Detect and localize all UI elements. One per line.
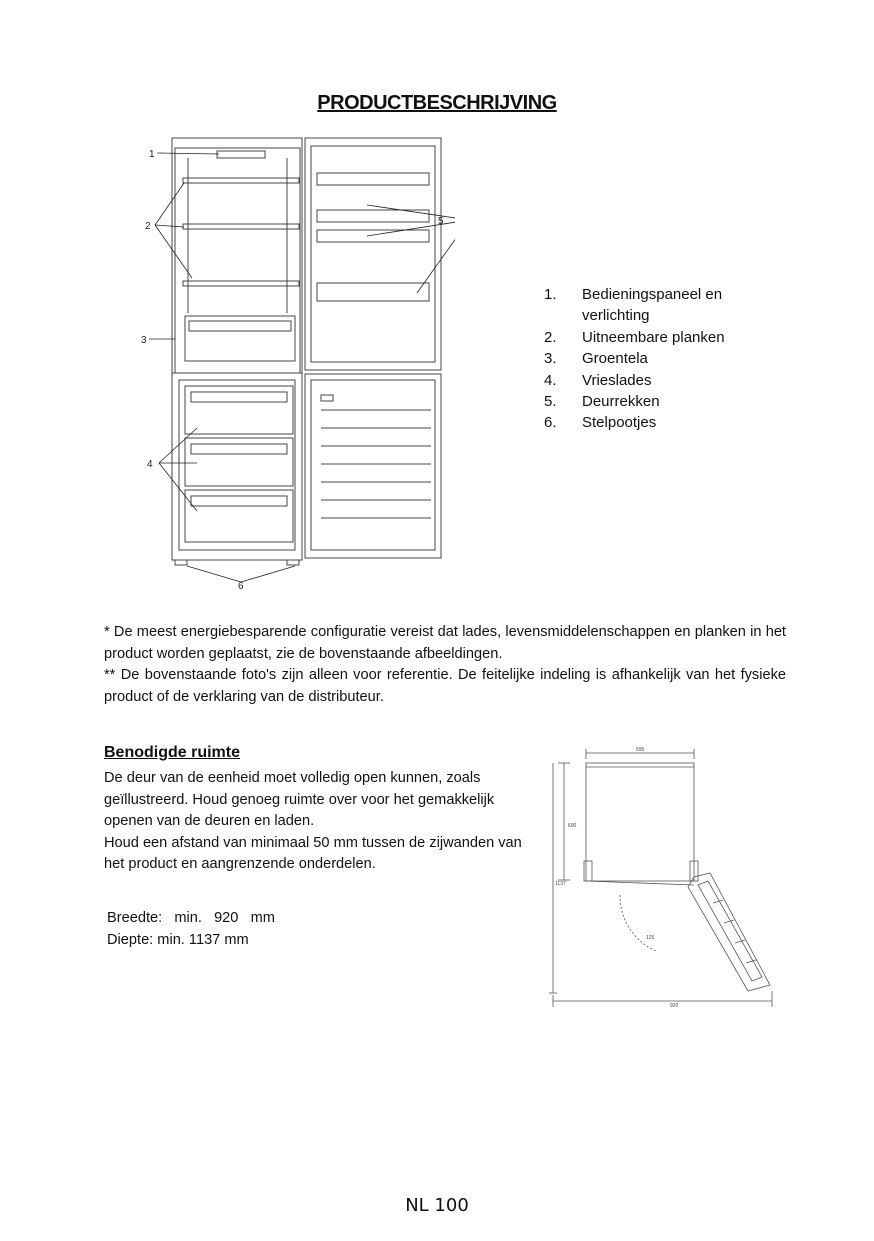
freezer-drawer — [185, 490, 293, 542]
list-item: 6. Stelpootjes — [544, 414, 657, 432]
space-paragraph: De deur van de eenheid moet volledig open kunnen, zoals geïllustreerd. Houd genoeg ruimte over voor het gemakkelijk openen van de deuren en laden. — [104, 770, 495, 829]
callout-6: 6 — [238, 581, 244, 592]
callout-3: 3 — [141, 335, 147, 346]
control-panel — [217, 151, 265, 158]
foot — [175, 560, 187, 565]
notes — [104, 622, 786, 708]
page-number: NL 100 — [405, 1195, 469, 1216]
door-rack — [317, 230, 429, 242]
dimensions — [107, 908, 275, 951]
fridge-diagram — [135, 128, 455, 596]
list-item: 5. Deurrekken — [544, 393, 660, 411]
list-item: 2. Uitneembare planken — [544, 328, 725, 346]
freezer-door — [305, 374, 441, 558]
shelf — [183, 178, 299, 183]
foot — [287, 560, 299, 565]
freezer-drawer — [185, 438, 293, 486]
door-rack — [317, 283, 429, 301]
callout-2: 2 — [145, 221, 151, 232]
list-item: 4. Vrieslades — [544, 371, 652, 389]
shelf — [183, 224, 299, 229]
callout-4: 4 — [147, 459, 153, 470]
list-item: 3. Groentela — [544, 350, 648, 368]
space-heading: Benodigde ruimte — [104, 744, 241, 761]
cabinet-top-view — [586, 763, 694, 881]
list-item: 1. Bedieningspaneel en verlichting — [544, 286, 723, 325]
plan-top-dim: 595 — [636, 747, 645, 753]
shelf — [183, 281, 299, 286]
callout-5: 5 — [438, 216, 444, 227]
plan-bottom-dim: 920 — [670, 1003, 679, 1009]
parts-list — [544, 284, 742, 434]
crisper-drawer — [185, 316, 295, 361]
plan-side-dim: 600 — [568, 823, 577, 829]
depth-line: Diepte: min. 1137 mm — [107, 931, 249, 948]
page-title: PRODUCTBESCHRIJVING — [317, 92, 557, 114]
door-rack — [317, 173, 429, 185]
space-paragraph: Houd een afstand van minimaal 50 mm tussen de zijwanden van het product en aangrenzende onderdelen. — [104, 834, 522, 872]
door-clearance-plan — [548, 745, 778, 1015]
freezer-drawer — [185, 386, 293, 434]
note-reference: ** De bovenstaande foto's zijn alleen voor referentie. De feitelijke indeling is afhankelijk van het fysieke product of de verklaring van de distributeur. — [104, 667, 786, 705]
space-text — [104, 768, 524, 876]
width-line: Breedte: min. 920 mm — [107, 910, 275, 926]
plan-angle: 125 — [646, 935, 655, 941]
plan-outer-dim: 1137 — [555, 881, 566, 887]
open-door — [688, 873, 770, 991]
note-energy: * De meest energiebesparende configuratie vereist dat lades, levensmiddelenschappen en planken in het product worden geplaatst, zie de bovenstaande afbeeldingen. — [104, 624, 786, 662]
callout-1: 1 — [149, 149, 155, 160]
